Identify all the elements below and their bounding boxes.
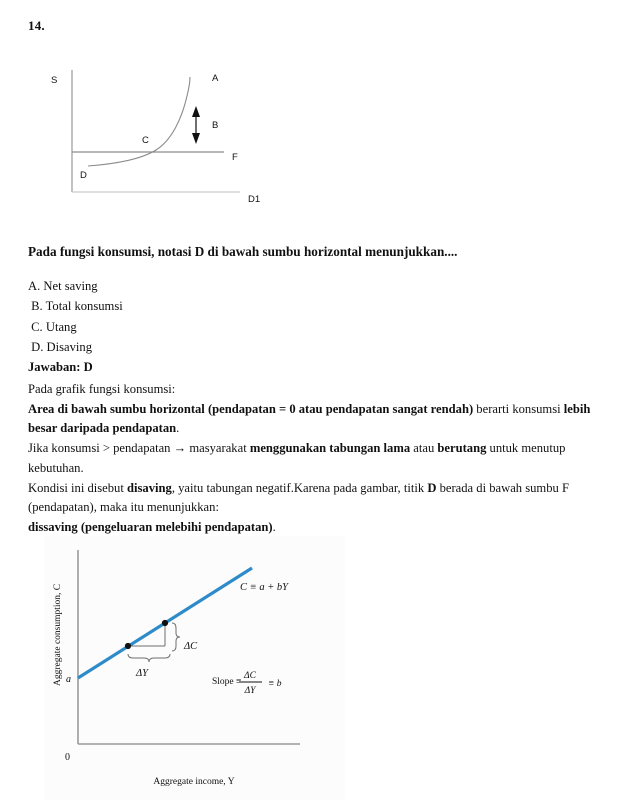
- answer-kondisi-c: , yaitu tabungan negatif.Karena pada gambar, titik: [171, 480, 428, 495]
- answer-kondisi-a: Kondisi ini disebut: [28, 480, 128, 495]
- answer-area-rest: berarti konsumsi: [473, 401, 564, 416]
- figure-consumption-function: [44, 536, 345, 800]
- fig2-slope-formula: [212, 671, 282, 696]
- answer-jika-line: [28, 439, 598, 479]
- question-stem: Pada fungsi konsumsi, notasi D di bawah sumbu horizontal menunjukkan....: [28, 244, 458, 259]
- option-c[interactable]: C. Utang: [28, 319, 77, 334]
- figure-saving-disaving-svg: [44, 62, 276, 210]
- fig1-label-D1: D1: [248, 194, 261, 205]
- fig2-delta-y-brace: [128, 654, 170, 662]
- fig1-label-C: C: [142, 135, 149, 146]
- answer-jika-bold-1: menggunakan tabungan lama: [249, 441, 411, 456]
- fig2-intercept-label: a: [66, 674, 71, 685]
- answer-area-bold-1: Area di bawah sumbu horizontal (pendapatan = 0 atau pendapatan sangat rendah): [28, 401, 474, 416]
- fig2-point-1: [125, 643, 131, 649]
- answer-jika-c: atau: [410, 441, 438, 456]
- figure-consumption-function-svg: [44, 536, 345, 800]
- answer-final-bold: dissaving (pengeluaran melebihi pendapatan): [28, 520, 273, 535]
- fig2-point-2: [162, 620, 168, 626]
- fig2-slope-denominator: ΔY: [244, 686, 256, 696]
- answer-heading: Jawaban: D: [28, 360, 93, 374]
- answer-jika-bold-2: berutang: [437, 441, 487, 456]
- fig1-double-headed-arrow: [192, 106, 200, 144]
- fig1-label-S: S: [51, 75, 58, 86]
- answer-kondisi-e: berada di bawah sumbu F (pendapatan), maka itu menunjukkan:: [28, 480, 569, 515]
- option-a[interactable]: A. Net saving: [28, 279, 98, 293]
- answer-options: [28, 276, 428, 358]
- answer-kondisi-line: [28, 479, 598, 519]
- answer-kondisi-bold-1: disaving: [127, 480, 172, 495]
- fig2-origin-label: 0: [65, 752, 70, 763]
- answer-kondisi-bold-2: D: [427, 480, 437, 495]
- answer-area-period: .: [176, 421, 180, 436]
- answer-jika-a: Jika konsumsi > pendapatan → masyarakat: [28, 441, 250, 456]
- fig2-delta-c-brace: [172, 623, 180, 651]
- figure-saving-disaving: [44, 62, 276, 210]
- fig2-x-axis-title: Aggregate income, Y: [153, 777, 235, 787]
- fig1-label-B: B: [212, 120, 219, 131]
- fig2-slope-prefix: Slope ≡: [212, 677, 242, 687]
- answer-area-line: [28, 400, 598, 440]
- fig1-label-A: A: [212, 73, 219, 84]
- answer-final-period: .: [272, 520, 276, 535]
- answer-jika-d: untuk menutup kebutuhan.: [28, 441, 566, 475]
- answer-area-bold-2: lebih besar daripada pendapatan: [28, 401, 591, 436]
- fig2-delta-c-label: ΔC: [184, 641, 198, 652]
- fig2-slope-result: ≡ b: [268, 679, 282, 689]
- answer-intro: Pada grafik fungsi konsumsi:: [28, 381, 176, 396]
- answer-final-line: [28, 518, 598, 538]
- fig2-equation-label: C ≡ a + bY: [240, 582, 289, 593]
- option-d[interactable]: D. Disaving: [28, 340, 93, 355]
- question-number: 14.: [28, 18, 45, 33]
- fig2-y-axis-title: Aggregate consumption, C: [53, 583, 63, 686]
- answer-explanation: [28, 358, 598, 538]
- option-b[interactable]: B. Total konsumsi: [28, 299, 123, 314]
- fig2-slope-numerator: ΔC: [244, 671, 256, 681]
- fig1-label-D: D: [80, 170, 87, 181]
- fig2-delta-y-label: ΔY: [136, 668, 149, 679]
- fig1-label-F: F: [232, 152, 238, 163]
